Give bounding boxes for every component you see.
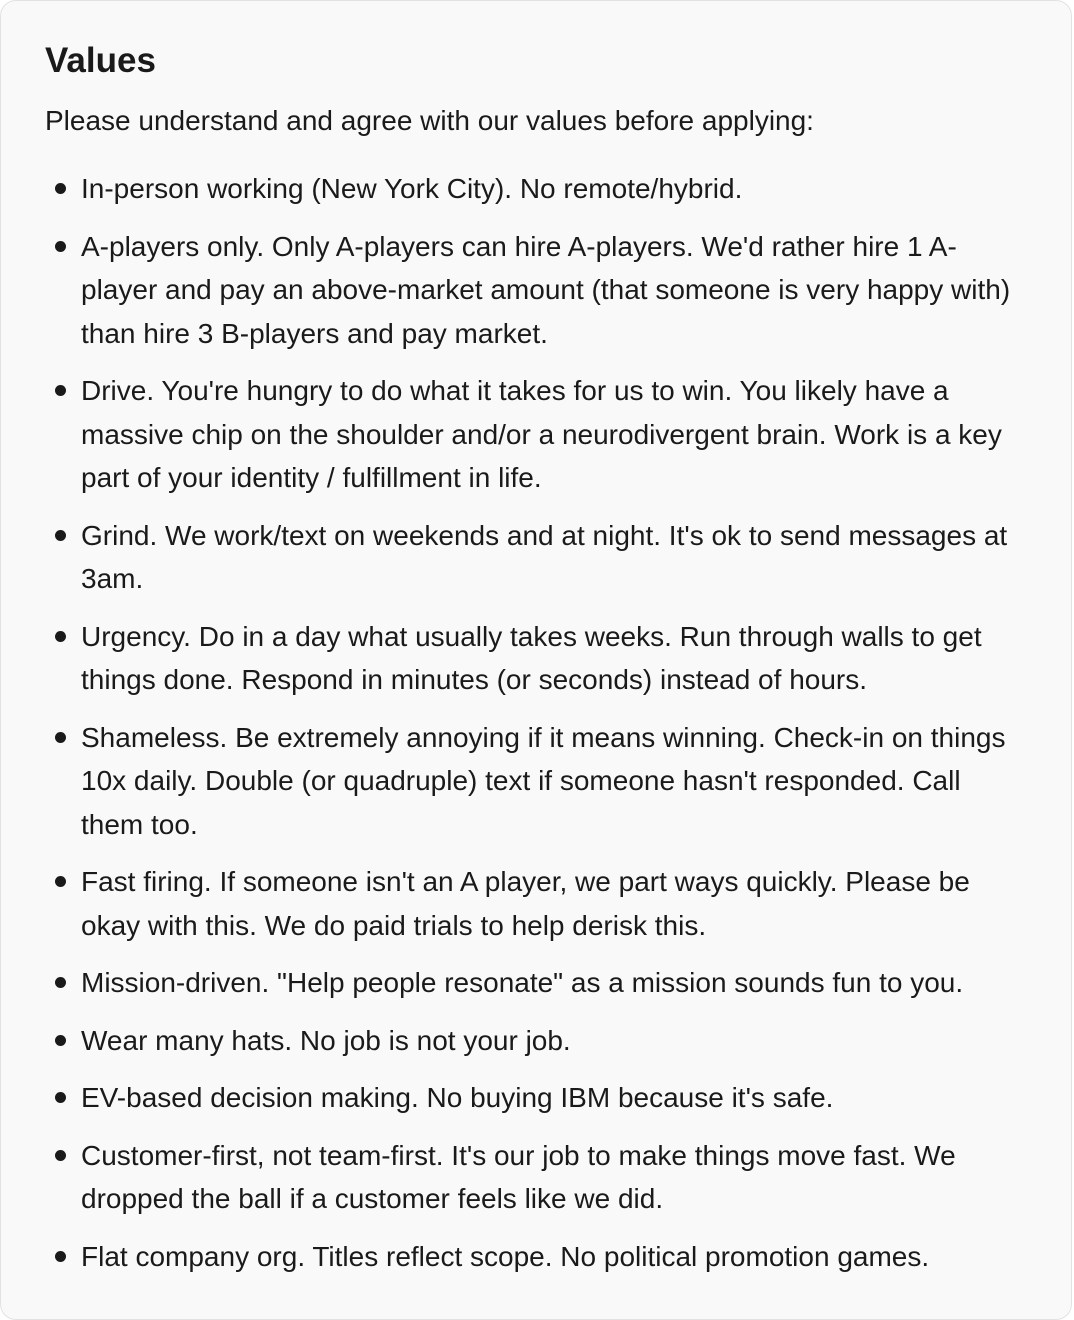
bullet-icon (55, 1251, 66, 1262)
value-text: Urgency. Do in a day what usually takes weeks. Run through walls to get things done. Respond in minutes (or seconds) instead of hours. (81, 620, 982, 695)
values-list (45, 167, 1031, 1278)
value-text: Grind. We work/text on weekends and at night. It's ok to send messages at 3am. (81, 519, 1008, 594)
list-item (45, 514, 1031, 601)
list-item (45, 615, 1031, 702)
list-item (45, 860, 1031, 947)
value-text: Drive. You're hungry to do what it takes for us to win. You likely have a massive chip on the shoulder and/or a neurodivergent brain. Work is a key part of your identity / fulfillment in life. (81, 375, 1002, 493)
bullet-icon (55, 1035, 66, 1046)
value-text: Customer-first, not team-first. It's our job to make things move fast. We dropped the ball if a customer feels like we did. (81, 1139, 956, 1214)
list-item (45, 961, 1031, 1005)
list-item (45, 1019, 1031, 1063)
bullet-icon (55, 876, 66, 887)
bullet-icon (55, 385, 66, 396)
list-item (45, 225, 1031, 356)
list-item (45, 1076, 1031, 1120)
section-title: Values (45, 41, 156, 80)
bullet-icon (55, 977, 66, 988)
bullet-icon (55, 1150, 66, 1161)
bullet-icon (55, 631, 66, 642)
value-text: In-person working (New York City). No remote/hybrid. (81, 173, 743, 204)
bullet-icon (55, 530, 66, 541)
value-text: A-players only. Only A-players can hire A-players. We'd rather hire 1 A-player and pay an above-market amount (that someone is very happy with) than hire 3 B-players and pay market. (81, 230, 1011, 349)
list-item (45, 1235, 1031, 1279)
list-item (45, 716, 1031, 847)
bullet-icon (55, 241, 66, 252)
list-item (45, 1134, 1031, 1221)
value-text: Wear many hats. No job is not your job. (81, 1024, 571, 1056)
bullet-icon (55, 1092, 66, 1103)
section-intro: Please understand and agree with our values before applying: (45, 105, 814, 136)
bullet-icon (55, 732, 66, 743)
value-text: Flat company org. Titles reflect scope. No political promotion games. (81, 1240, 930, 1272)
list-item (45, 369, 1031, 500)
value-text: EV-based decision making. No buying IBM because it's safe. (81, 1082, 834, 1113)
value-text: Fast firing. If someone isn't an A player, we part ways quickly. Please be okay with this. We do paid trials to help derisk this. (81, 866, 970, 941)
value-text: Mission-driven. "Help people resonate" as a mission sounds fun to you. (81, 967, 964, 998)
value-text: Shameless. Be extremely annoying if it means winning. Check-in on things 10x daily. Double (or quadruple) text if someone hasn't responded. Call them too. (81, 721, 1006, 840)
list-item (45, 167, 1031, 211)
bullet-icon (55, 183, 66, 194)
